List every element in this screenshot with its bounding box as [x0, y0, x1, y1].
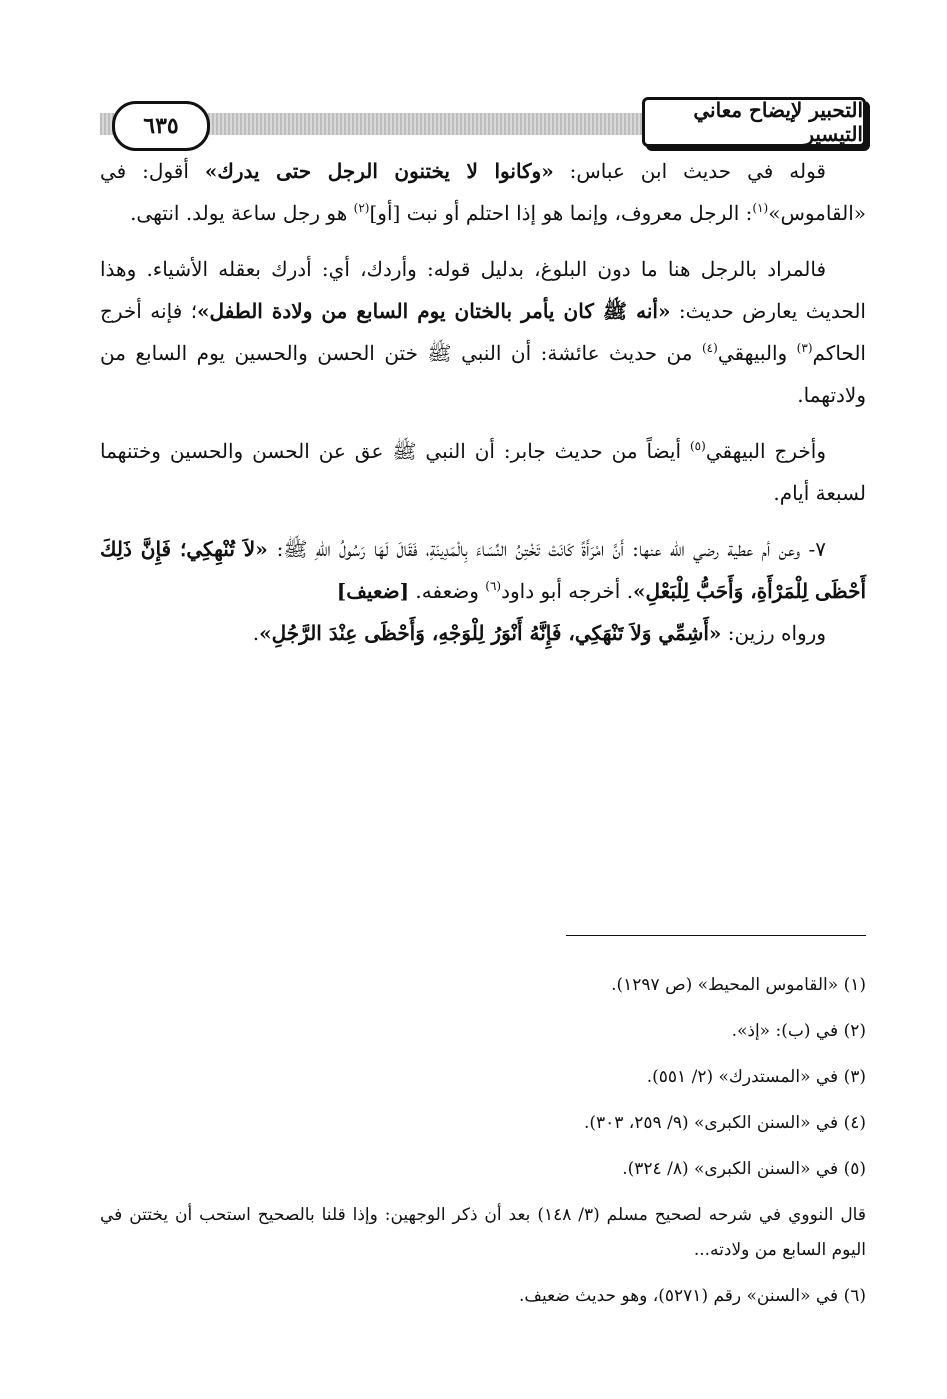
footnote-5: (٥) في «السنن الكبرى» (٨/ ٣٢٤).: [622, 1159, 866, 1179]
text: ؛ فإنه أخرج الحاكم: [100, 299, 866, 365]
footnote-ref-3: (٣): [796, 341, 813, 355]
text: فالمراد بالرجل هنا ما دون البلوغ، بدليل قوله: وأردك، أي: أدرك بعقله الأشياء. وهذا الحديث يعارض حديث:: [100, 257, 866, 323]
footnote-5-note: قال النووي في شرحه لصحيح مسلم (٣/ ١٤٨) بعد أن ذكر الوجهين: وإذا قلنا بالصحيح استحب أن يختتن في اليوم السابع من ولادته...: [100, 1205, 866, 1260]
paragraph-3: [100, 430, 866, 514]
hadith-quote: «لاَ تُنْهِكِي؛ فَإِنَّ ذَلِكَ أَحْظَى لِلْمَرْأَةِ، وَأَحَبُّ لِلْبَعْلِ»: [100, 537, 866, 603]
text: . أخرجه أبو داود: [501, 579, 634, 603]
footnote-1: (١) «القاموس المحيط» (ص ١٢٩٧).: [611, 975, 866, 995]
footnote-ref-1: (١): [752, 201, 769, 215]
footnote-separator: [566, 935, 866, 936]
hadith-quote: «وكانوا لا يختنون الرجل حتى يدرك»: [204, 159, 554, 183]
text: ٧- وعن أم عطية رضي الله عنها:: [623, 537, 827, 561]
text: قوله في حديث ابن عباس:: [553, 159, 826, 183]
text: ورواه رزين:: [721, 621, 826, 645]
book-title: التحبير لإيضاح معاني التيسير: [642, 97, 866, 147]
footnote-4: (٤) في «السنن الكبرى» (٩/ ٢٥٩، ٣٠٣).: [583, 1113, 866, 1133]
hadith-quote: «أنه ﷺ كان يأمر بالختان يوم السابع من ولادة الطفل»: [197, 299, 671, 323]
footnote-ref-2: (٢): [353, 201, 370, 215]
footnote-ref-6: (٦): [485, 579, 502, 593]
page-number: ٦٣٥: [112, 101, 210, 151]
text: أيضاً من حديث جابر: أن النبي ﷺ عق عن الحسن والحسين وختنهما لسبعة أيام.: [100, 439, 866, 505]
hadith-text: أَنَّ امْرَأَةً كَانَتْ تَخْتِنُ النِّسَاءَ بِالْمَدِينَةِ، فَقَالَ لَهَا رَسُولُ اللهِ ﷺ:: [276, 537, 624, 561]
footnote-ref-5: (٥): [689, 439, 706, 453]
paragraph-5: [100, 612, 866, 654]
text: وأخرج البيهقي: [705, 439, 826, 463]
paragraph-2: [100, 248, 866, 416]
hadith-quote: «أَشِمِّي وَلاَ تَنْهَكِي، فَإِنَّهُ أَنْوَرُ لِلْوَجْهِ، وَأَحْظَى عِنْدَ الرَّجُلِ»: [259, 621, 722, 645]
hadith-grade: [ضعيف]: [336, 579, 410, 603]
paragraph-1: [100, 150, 866, 234]
text: هو رجل ساعة يولد. انتهى.: [130, 201, 354, 225]
text: أقول: في «القاموس»: [100, 159, 866, 225]
text: : الرجل معروف، وإنما هو إذا احتلم أو نبت [أو]: [369, 201, 753, 225]
footnotes: [100, 968, 866, 1325]
text: وضعفه.: [409, 579, 486, 603]
footnote-3: (٣) في «المستدرك» (٢/ ٥٥١).: [646, 1067, 866, 1087]
text: .: [252, 621, 260, 645]
paragraph-4: [100, 528, 866, 612]
footnote-ref-4: (٤): [701, 341, 718, 355]
footnote-2: (٢) في (ب): «إذ».: [731, 1021, 866, 1041]
page-body: [100, 150, 866, 654]
footnote-6: (٦) في «السنن» رقم (٥٢٧١)، وهو حديث ضعيف.: [518, 1286, 866, 1306]
page-header: [100, 95, 866, 155]
text: والبيهقي: [717, 341, 797, 365]
text: من حديث عائشة: أن النبي ﷺ ختن الحسن والحسين يوم السابع من ولادتهما.: [100, 341, 866, 407]
